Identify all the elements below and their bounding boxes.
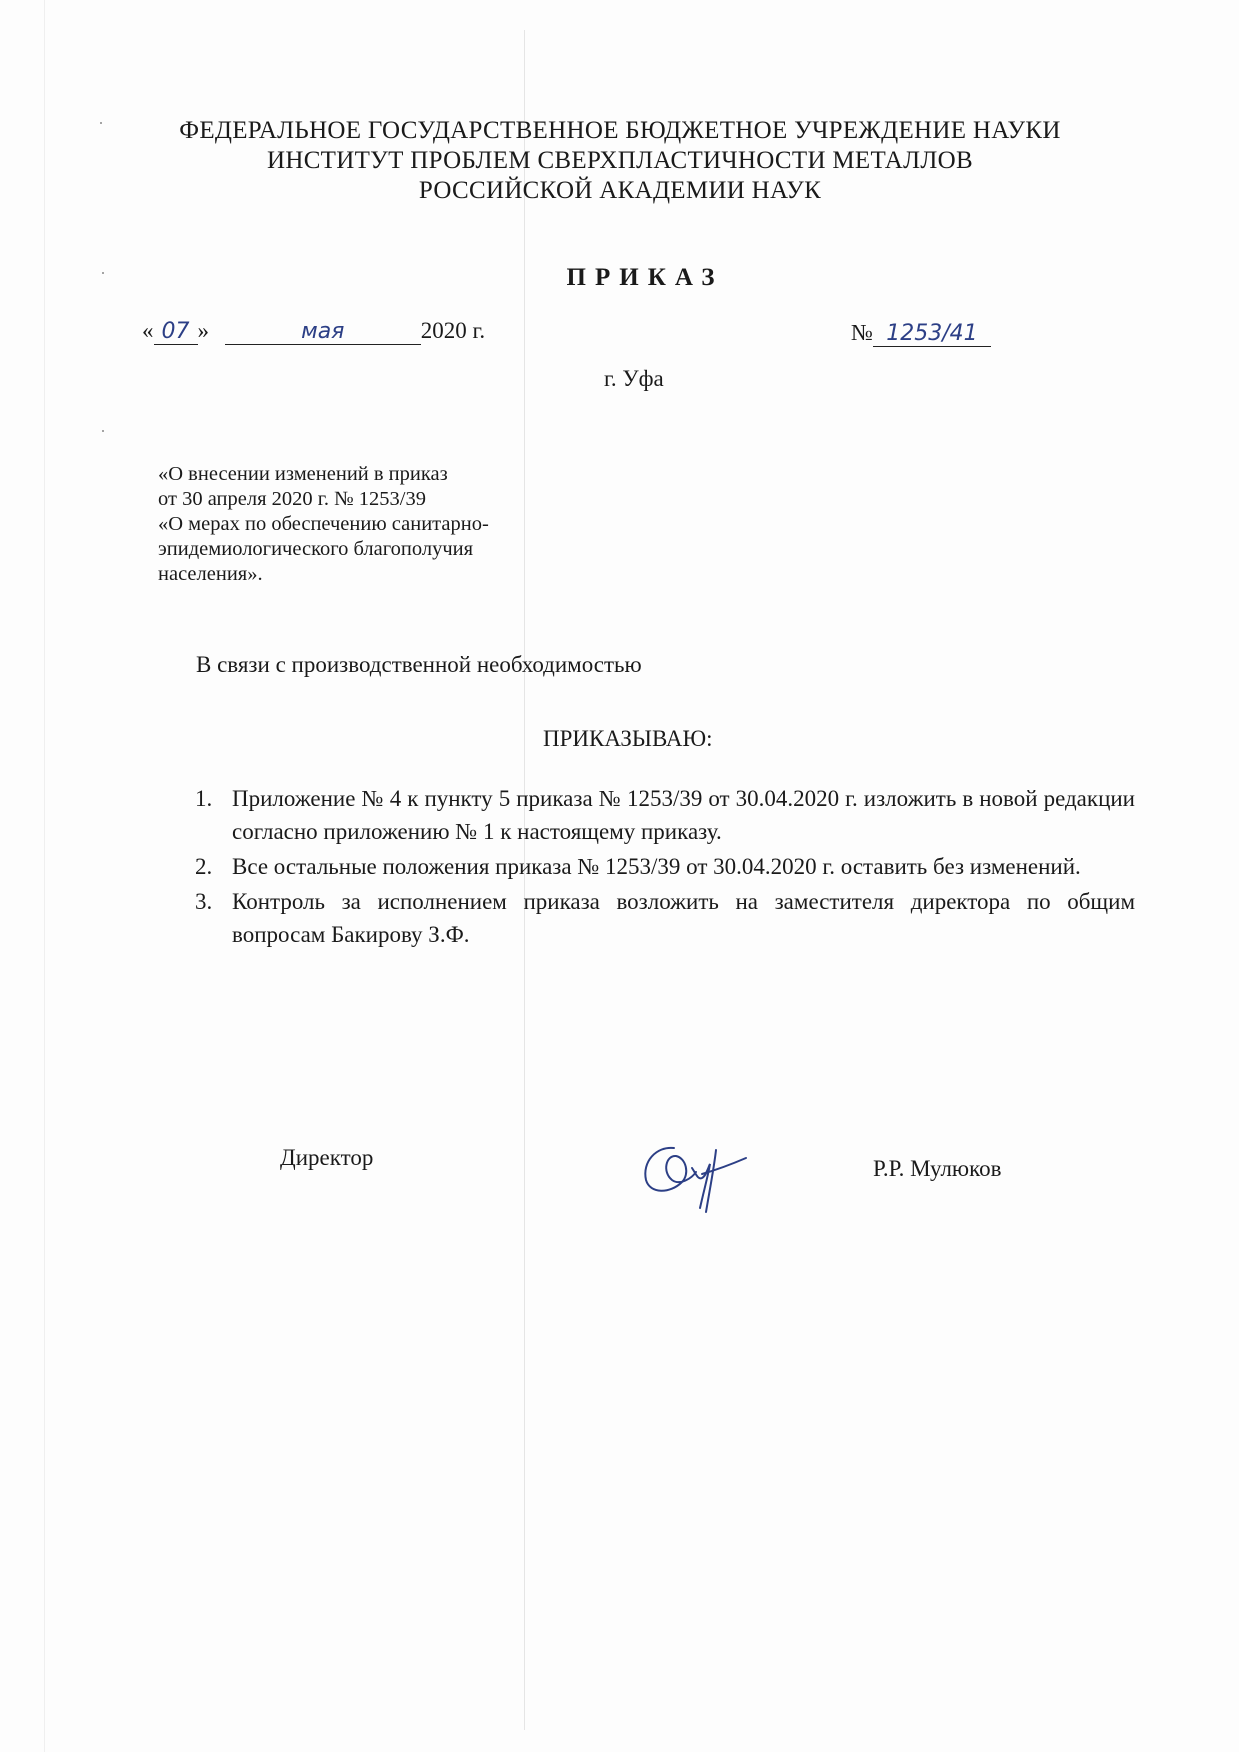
item-text: Приложение № 4 к пункту 5 приказа № 1253/39 от 30.04.2020 г. изложить в новой редакции согласно приложению № 1 к настоящему приказу. xyxy=(232,786,1135,844)
scan-speck xyxy=(102,272,104,274)
header-line-2: ИНСТИТУТ ПРОБЛЕМ СВЕРХПЛАСТИЧНОСТИ МЕТАЛЛОВ xyxy=(266,147,973,174)
item-number: 2. xyxy=(195,854,213,879)
date-open-quote: « xyxy=(142,318,154,343)
organization-header xyxy=(150,116,1090,206)
subject-line-2: от 30 апреля 2020 г. № 1253/39 xyxy=(158,488,426,510)
subject-line-4: эпидемиологического благополучия xyxy=(158,538,474,560)
order-item xyxy=(190,782,1135,848)
subject-line-3: «О мерах по обеспечению санитарно- xyxy=(158,513,489,535)
item-text: Все остальные положения приказа № 1253/39 от 30.04.2020 г. оставить без изменений. xyxy=(232,854,1081,879)
item-text: Контроль за исполнением приказа возложить на заместителя директора по общим вопросам Бакирову З.Ф. xyxy=(232,889,1135,947)
subject-line-1: «О внесении изменений в приказ xyxy=(158,463,448,485)
order-subject xyxy=(158,462,538,587)
item-number: 1. xyxy=(195,786,213,811)
scan-speck xyxy=(100,122,102,124)
signatory-name: Р.Р. Мулюков xyxy=(873,1156,1002,1181)
date-year: 2020 г. xyxy=(420,318,486,343)
subject-line-5: населения». xyxy=(158,563,263,585)
document-title: ПРИКАЗ xyxy=(566,264,724,291)
scan-edge-line xyxy=(44,0,45,1752)
scan-speck xyxy=(102,430,104,432)
order-keyword: ПРИКАЗЫВАЮ: xyxy=(543,726,713,751)
signatory-role: Директор xyxy=(280,1145,374,1170)
number-value: 1253/41 xyxy=(873,322,991,347)
number-prefix: № xyxy=(851,320,873,345)
order-item xyxy=(190,885,1135,951)
date-close-quote: » xyxy=(197,318,209,343)
order-items-list xyxy=(190,782,1135,953)
header-line-3: РОССИЙСКОЙ АКАДЕМИИ НАУК xyxy=(418,177,822,204)
header-line-1: ФЕДЕРАЛЬНОЕ ГОСУДАРСТВЕННОЕ БЮДЖЕТНОЕ УЧРЕЖДЕНИЕ НАУКИ xyxy=(179,117,1061,144)
item-number: 3. xyxy=(195,889,213,914)
order-date xyxy=(142,318,485,345)
order-item xyxy=(190,850,1135,883)
handwritten-signature xyxy=(636,1128,756,1218)
intro-text: В связи с производственной необходимостью xyxy=(196,652,642,677)
order-number xyxy=(851,320,991,347)
city: г. Уфа xyxy=(604,366,664,391)
date-day: 07 xyxy=(154,320,198,345)
date-month: мая xyxy=(225,320,421,345)
